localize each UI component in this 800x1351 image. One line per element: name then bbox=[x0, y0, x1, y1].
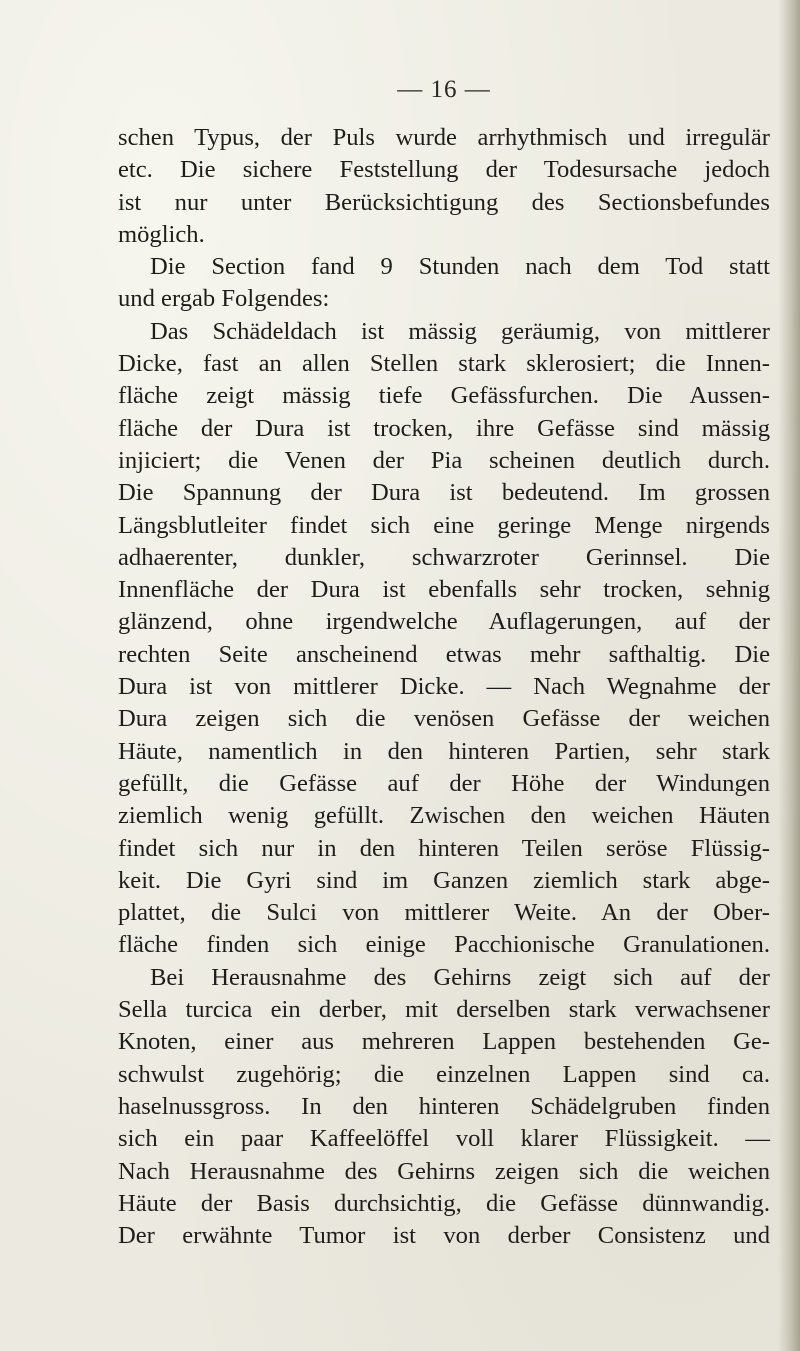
text-line: Knoten, einer aus mehreren Lappen bestehenden Ge- bbox=[118, 1028, 770, 1056]
text-line: Häute, namentlich in den hinteren Partien, sehr stark bbox=[118, 737, 770, 765]
text-line: plattet, die Sulci von mittlerer Weite. An der Ober- bbox=[118, 899, 770, 927]
text-line: ist nur unter Berücksichtigung des Sectionsbefundes bbox=[118, 188, 770, 216]
text-line: Dura ist von mittlerer Dicke. — Nach Wegnahme der bbox=[118, 673, 770, 701]
text-line: möglich. bbox=[118, 220, 205, 248]
text-line: Dura zeigen sich die venösen Gefässe der weichen bbox=[118, 705, 770, 733]
text-line: glänzend, ohne irgendwelche Auflagerungen, auf der bbox=[118, 608, 770, 636]
text-line: und ergab Folgendes: bbox=[118, 285, 330, 313]
text-line: gefüllt, die Gefässe auf der Höhe der Windungen bbox=[118, 769, 770, 797]
text-line: Längsblutleiter findet sich eine geringe Menge nirgends bbox=[118, 511, 770, 539]
text-line: Die Section fand 9 Stunden nach dem Tod statt bbox=[150, 253, 770, 281]
page-number: — 16 — bbox=[397, 76, 491, 103]
text-line: Das Schädeldach ist mässig geräumig, von mittlerer bbox=[150, 317, 770, 345]
book-page bbox=[118, 70, 770, 1252]
text-line: Dicke, fast an allen Stellen stark sklerosiert; die Innen- bbox=[118, 350, 770, 378]
text-line: adhaerenter, dunkler, schwarzroter Gerinnsel. Die bbox=[118, 543, 770, 571]
text-line: ziemlich wenig gefüllt. Zwischen den weichen Häuten bbox=[118, 802, 770, 830]
text-line: Häute der Basis durchsichtig, die Gefässe dünnwandig. bbox=[118, 1189, 770, 1217]
text-line: Die Spannung der Dura ist bedeutend. Im grossen bbox=[118, 479, 770, 507]
text-line: fläche der Dura ist trocken, ihre Gefässe sind mässig bbox=[118, 414, 770, 442]
text-line: schwulst zugehörig; die einzelnen Lappen sind ca. bbox=[118, 1060, 770, 1088]
text-line: Bei Herausnahme des Gehirns zeigt sich auf der bbox=[150, 963, 770, 991]
text-line: Nach Herausnahme des Gehirns zeigen sich die weichen bbox=[118, 1157, 770, 1185]
text-line: fläche finden sich einige Pacchionische Granulationen. bbox=[118, 931, 770, 959]
text-line: Sella turcica ein derber, mit derselben stark verwachsener bbox=[118, 996, 770, 1024]
text-line: rechten Seite anscheinend etwas mehr safthaltig. Die bbox=[118, 640, 770, 668]
text-line: Der erwähnte Tumor ist von derber Consistenz und bbox=[118, 1222, 770, 1250]
text-line: fläche zeigt mässig tiefe Gefässfurchen. Die Aussen- bbox=[118, 382, 770, 410]
text-line: haselnussgross. In den hinteren Schädelgruben finden bbox=[118, 1092, 770, 1120]
page-edge-shadow bbox=[778, 0, 800, 1351]
text-line: schen Typus, der Puls wurde arrhythmisch und irregulär bbox=[118, 124, 770, 151]
text-line: Innenfläche der Dura ist ebenfalls sehr trocken, sehnig bbox=[118, 576, 770, 604]
body-text bbox=[118, 122, 770, 1252]
text-line: sich ein paar Kaffeelöffel voll klarer Flüssigkeit. — bbox=[118, 1125, 770, 1153]
text-line: etc. Die sichere Feststellung der Todesursache jedoch bbox=[118, 156, 770, 184]
text-line: findet sich nur in den hinteren Teilen seröse Flüssig- bbox=[118, 834, 770, 862]
text-line: keit. Die Gyri sind im Ganzen ziemlich stark abge- bbox=[118, 866, 770, 894]
text-line: injiciert; die Venen der Pia scheinen deutlich durch. bbox=[118, 446, 770, 474]
